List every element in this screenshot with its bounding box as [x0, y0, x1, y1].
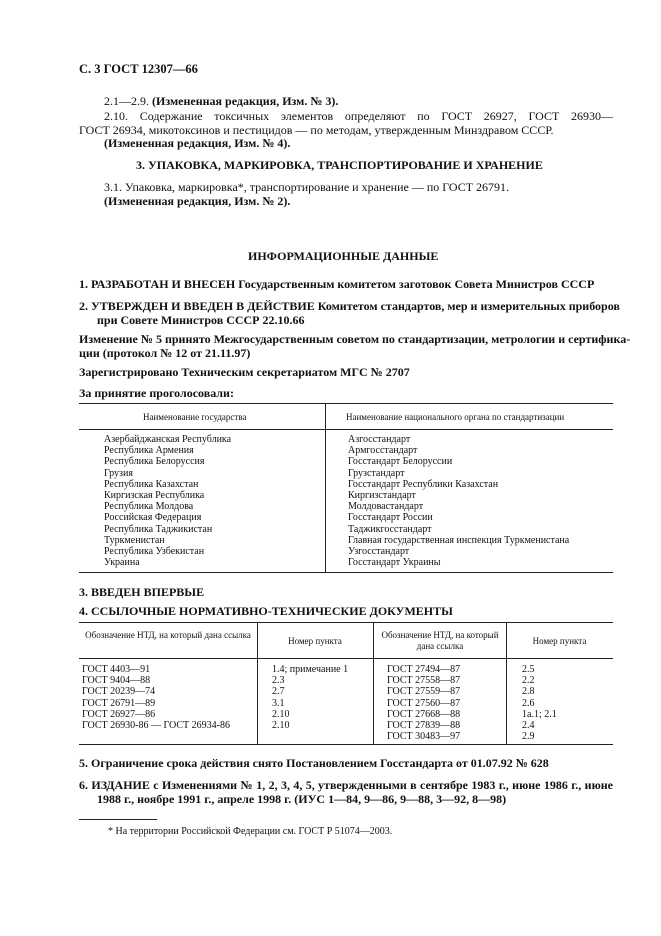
column-header-state: Наименование государства — [143, 412, 247, 422]
table-cell: Республика Узбекистан — [104, 546, 205, 558]
table-cell: 2.4 — [522, 720, 535, 732]
table-cell: ГОСТ 26791—89 — [82, 697, 156, 709]
change-note: (Измененная редакция, Изм. № 2). — [104, 194, 291, 208]
column-header-clause: Номер пункта — [532, 636, 587, 646]
table-cell: ГОСТ 30483—97 — [387, 731, 461, 743]
table-cell: Таджикгосстандарт — [348, 523, 432, 535]
column-header-clause: Номер пункта — [288, 636, 342, 646]
change-note: (Измененная редакция, Изм. № 4). — [104, 136, 291, 150]
table-rule-bottom — [79, 572, 613, 573]
info-item-5: 5. Ограничение срока действия снято Постановлением Госстандарта от 01.07.92 № 628 — [79, 756, 549, 770]
info-title: ИНФОРМАЦИОННЫЕ ДАННЫЕ — [248, 249, 439, 263]
table-cell: Госстандарт России — [348, 512, 433, 524]
table-rule-header — [79, 658, 613, 659]
table-rule-top — [79, 622, 613, 623]
table-column-divider — [506, 622, 507, 744]
table-cell: ГОСТ 27559—87 — [387, 686, 461, 698]
info-item-4: 4. ССЫЛОЧНЫЕ НОРМАТИВНО-ТЕХНИЧЕСКИЕ ДОКУМЕНТЫ — [79, 604, 453, 618]
table-cell: Республика Таджикистан — [104, 523, 213, 535]
table-cell: Киргизская Республика — [104, 490, 205, 502]
column-header-ntd: Обозначение НТД, на который дана ссылка — [85, 630, 251, 640]
table-cell: 2.9 — [522, 731, 535, 743]
paragraph-2-1 — [104, 94, 338, 109]
table-cell: ГОСТ 27494—87 — [387, 664, 461, 675]
states-column — [104, 434, 231, 568]
column-header-ntd: Обозначение НТД, на который дана ссылка — [381, 630, 499, 651]
info-item-2-line2: при Совете Министров СССР 22.10.66 — [97, 313, 305, 327]
table-cell: 2.5 — [522, 664, 535, 675]
table-cell: 1.4; примечание 1 — [272, 664, 349, 675]
table-cell: ГОСТ 27560—87 — [387, 697, 461, 709]
table-column-divider — [325, 403, 326, 572]
table-rule-bottom — [79, 744, 613, 745]
column-header-body: Наименование национального органа по стандартизации — [346, 412, 565, 422]
table-cell: Туркменистан — [104, 534, 165, 546]
paragraph-3-1: 3.1. Упаковка, маркировка*, транспортирование и хранение — по ГОСТ 26791. — [104, 180, 510, 194]
registration-line: Зарегистрировано Техническим секретариатом МГС № 2707 — [79, 365, 410, 379]
paragraph-2-10-line2: ГОСТ 26934, микотоксинов и пестицидов — по методам, утвержденным Минздравом СССР. — [79, 123, 554, 137]
clause-column-right — [522, 664, 557, 742]
table-cell: ГОСТ 26927—86 — [82, 708, 156, 720]
ntd-column-right — [387, 664, 460, 742]
table-cell: 2.7 — [272, 686, 285, 698]
change-5-line2: ции (протокол № 12 от 21.11.97) — [79, 346, 251, 360]
table-cell: Госстандарт Белоруссии — [348, 456, 453, 468]
table-cell: Госстандарт Украины — [348, 557, 441, 569]
table-cell: Грузия — [104, 467, 133, 479]
table-column-divider — [373, 622, 374, 744]
table-cell: Киргизстандарт — [348, 490, 416, 502]
table-cell: Республика Казахстан — [104, 478, 199, 490]
ntd-column-left — [82, 664, 230, 731]
table-cell: Республика Армения — [104, 445, 194, 457]
table-cell: 2.10 — [272, 708, 290, 720]
table-cell: Украина — [104, 557, 140, 569]
table-column-divider — [257, 622, 258, 744]
clause-column-left — [272, 664, 348, 731]
table-cell: 2.6 — [522, 697, 535, 709]
table-cell: Республика Молдова — [104, 501, 194, 513]
table-cell: Главная государственная инспекция Туркменистана — [348, 534, 570, 546]
table-cell: ГОСТ 9404—88 — [82, 675, 151, 687]
change-5-line1: Изменение № 5 принято Межгосударственным советом по стандартизации, метрологии и сертифика- — [79, 332, 631, 346]
page-header: С. 3 ГОСТ 12307—66 — [79, 62, 198, 76]
table-cell: Молдовастандарт — [348, 501, 424, 513]
table-cell: Азгосстандарт — [348, 434, 411, 445]
table-cell: ГОСТ 26930-86 — ГОСТ 26934-86 — [82, 720, 230, 732]
footnote-rule — [79, 819, 157, 820]
table-cell: ГОСТ 4403—91 — [82, 664, 151, 675]
table-cell: 2.8 — [522, 686, 535, 698]
table-cell: 2.2 — [522, 675, 535, 687]
table-cell: Госстандарт Республики Казахстан — [348, 478, 499, 490]
info-item-3: 3. ВВЕДЕН ВПЕРВЫЕ — [79, 585, 205, 599]
table-cell: 2.10 — [272, 720, 290, 732]
info-item-6-line1: 6. ИЗДАНИЕ с Изменениями № 1, 2, 3, 4, 5, утвержденными в сентябре 1983 г., июне 1986 г., июне — [79, 778, 613, 792]
paragraph-number: 2.1—2.9. — [104, 94, 149, 108]
table-cell: Российская Федерация — [104, 512, 202, 524]
info-item-6-line2: 1988 г., ноябре 1991 г., апреле 1998 г. (ИУС 1—84, 9—86, 9—88, 3—92, 8—98) — [97, 792, 507, 806]
table-cell: ГОСТ 27668—88 — [387, 708, 461, 720]
table-cell: Армгосстандарт — [348, 445, 418, 457]
table-cell: 1а.1; 2.1 — [522, 708, 557, 720]
table-cell: Азербайджанская Республика — [104, 434, 232, 445]
section-3-title: 3. УПАКОВКА, МАРКИРОВКА, ТРАНСПОРТИРОВАНИЕ И ХРАНЕНИЕ — [136, 158, 543, 172]
table-rule-top — [79, 403, 613, 404]
paragraph-2-10-line1: 2.10. Содержание токсичных элементов определяют по ГОСТ 26927, ГОСТ 26930— — [104, 109, 613, 123]
table-cell: Грузстандарт — [348, 467, 405, 479]
info-item-2-line1: 2. УТВЕРЖДЕН И ВВЕДЕН В ДЕЙСТВИЕ Комитетом стандартов, мер и измерительных приборов — [79, 299, 620, 313]
info-item-1: 1. РАЗРАБОТАН И ВНЕСЕН Государственным комитетом заготовок Совета Министров СССР — [79, 277, 595, 291]
table-cell: ГОСТ 20239—74 — [82, 686, 156, 698]
footnote: * На территории Российской Федерации см. ГОСТ Р 51074—2003. — [108, 826, 393, 837]
change-note: (Измененная редакция, Изм. № 3). — [152, 94, 339, 108]
bodies-column — [348, 434, 569, 568]
table-cell: Республика Белоруссия — [104, 456, 205, 468]
table-cell: 2.3 — [272, 675, 285, 687]
voted-line: За принятие проголосовали: — [79, 386, 234, 400]
table-cell: ГОСТ 27558—87 — [387, 675, 461, 687]
table-cell: ГОСТ 27839—88 — [387, 720, 461, 732]
table-rule-header — [79, 429, 613, 430]
table-cell: Узгосстандарт — [348, 546, 410, 558]
table-cell: 3.1 — [272, 697, 285, 709]
